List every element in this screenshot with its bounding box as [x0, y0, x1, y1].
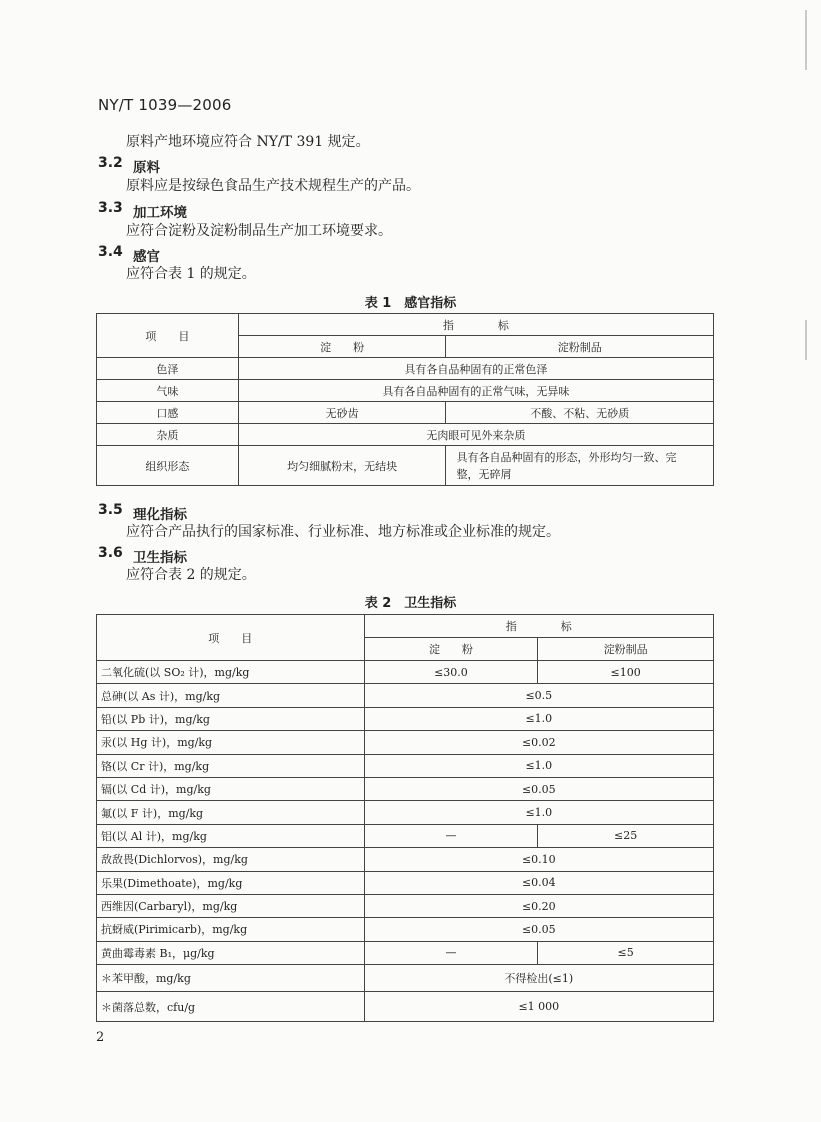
table2-row-label: 乐果(Dimethoate)，mg/kg: [97, 871, 365, 894]
table2-row-value: ≤0.05: [364, 777, 713, 800]
section-title-3-2: 原料: [133, 160, 160, 176]
table1-caption: 表 1 感官指标: [364, 296, 457, 311]
table2-row-label: 铬(以 Cr 计)，mg/kg: [97, 754, 365, 777]
section-text-3-2: 原料应是按绿色食品生产技术规程生产的产品。: [126, 178, 420, 194]
table2-row-label: 黄曲霉毒素 B₁，μg/kg: [97, 941, 365, 964]
section-number-3-4: 3.4: [98, 244, 123, 260]
table2-header-index: 指 标: [364, 615, 713, 638]
table2-caption: 表 2 卫生指标: [364, 596, 457, 611]
table2-col-starch: 淀 粉: [364, 638, 538, 661]
section-title-3-4: 感官: [133, 249, 160, 265]
section-text-3-5: 应符合产品执行的国家标准、行业标准、地方标准或企业标准的规定。: [126, 524, 560, 540]
table1-texture-products-line2: 整，无碎屑: [456, 467, 512, 481]
table2-row-value: ≤0.5: [364, 684, 713, 707]
table2-row-label: 镉(以 Cd 计)，mg/kg: [97, 777, 365, 800]
table2-row-value: ≤1.0: [364, 754, 713, 777]
table2-row-value: 不得检出(≤1): [364, 965, 713, 992]
standard-code: NY/T 1039—2006: [98, 96, 232, 114]
table2-row-products: ≤5: [538, 941, 714, 964]
table1-col-starch: 淀 粉: [238, 336, 446, 358]
table2-row-starch: ≤30.0: [364, 661, 538, 684]
paragraph-3-1-tail: 原料产地环境应符合 NY/T 391 规定。: [126, 134, 370, 150]
table2-row-starch: —: [364, 824, 538, 847]
table1-row-label: 色泽: [97, 358, 239, 380]
table1-row-value: 无肉眼可见外来杂质: [238, 424, 713, 446]
table2-row-label: 西维因(Carbaryl)，mg/kg: [97, 894, 365, 917]
table1-row-starch: 均匀细腻粉末，无结块: [238, 446, 446, 486]
table2-row-value: ≤1.0: [364, 707, 713, 730]
table2-row-label: 总砷(以 As 计)，mg/kg: [97, 684, 365, 707]
table1: [96, 313, 714, 486]
table2-row-label: ＊苯甲酸，mg/kg: [97, 965, 365, 992]
table1-texture-products-line1: 具有各自品种固有的形态，外形均匀一致、完: [456, 450, 677, 464]
table2-row-value: ≤1.0: [364, 801, 713, 824]
table1-row-products: 不酸、不粘、无砂质: [446, 402, 714, 424]
table2-row-starch: —: [364, 941, 538, 964]
table1-header-item: 项 目: [97, 314, 239, 358]
section-number-3-2: 3.2: [98, 155, 123, 171]
table2-row-value: ≤0.05: [364, 918, 713, 941]
table1-row-label: 气味: [97, 380, 239, 402]
page-number: 2: [96, 1030, 105, 1045]
table1-row-label: 口感: [97, 402, 239, 424]
table1-header-index: 指 标: [238, 314, 713, 336]
table1-row-starch: 无砂齿: [238, 402, 446, 424]
table2-row-label: 氟(以 F 计)，mg/kg: [97, 801, 365, 824]
section-title-3-5: 理化指标: [133, 507, 187, 523]
table1-row-label: 杂质: [97, 424, 239, 446]
table2-col-products: 淀粉制品: [538, 638, 714, 661]
table1-row-products: [446, 446, 714, 486]
table2-row-value: ≤0.02: [364, 731, 713, 754]
table2-row-value: ≤0.20: [364, 894, 713, 917]
section-number-3-3: 3.3: [98, 200, 123, 216]
page-edge-mark: [805, 10, 807, 70]
table2-header-item: 项 目: [97, 615, 365, 661]
page-edge-mark: [805, 320, 807, 360]
table1-row-value: 具有各自品种固有的正常气味，无异味: [238, 380, 713, 402]
table2-row-label: 铝(以 Al 计)，mg/kg: [97, 824, 365, 847]
table2-row-label: 敌敌畏(Dichlorvos)，mg/kg: [97, 848, 365, 871]
table2-row-label: 铅(以 Pb 计)，mg/kg: [97, 707, 365, 730]
table1-row-value: 具有各自品种固有的正常色泽: [238, 358, 713, 380]
table2-row-label: 二氧化硫(以 SO₂ 计)，mg/kg: [97, 661, 365, 684]
table2-row-label: 汞(以 Hg 计)，mg/kg: [97, 731, 365, 754]
section-title-3-3: 加工环境: [133, 205, 187, 221]
table2-row-value: ≤1 000: [364, 992, 713, 1022]
table2-row-products: ≤100: [538, 661, 714, 684]
table2-row-products: ≤25: [538, 824, 714, 847]
section-text-3-4: 应符合表 1 的规定。: [126, 266, 256, 282]
table2-row-label: ＊菌落总数，cfu/g: [97, 992, 365, 1022]
section-number-3-5: 3.5: [98, 502, 123, 518]
table2-row-value: ≤0.10: [364, 848, 713, 871]
table1-col-products: 淀粉制品: [446, 336, 714, 358]
table1-row-label: 组织形态: [97, 446, 239, 486]
table2: [96, 614, 714, 1022]
section-text-3-6: 应符合表 2 的规定。: [126, 567, 256, 583]
table2-row-label: 抗蚜威(Pirimicarb)，mg/kg: [97, 918, 365, 941]
section-title-3-6: 卫生指标: [133, 550, 187, 566]
table2-row-value: ≤0.04: [364, 871, 713, 894]
section-number-3-6: 3.6: [98, 545, 123, 561]
section-text-3-3: 应符合淀粉及淀粉制品生产加工环境要求。: [126, 223, 392, 239]
